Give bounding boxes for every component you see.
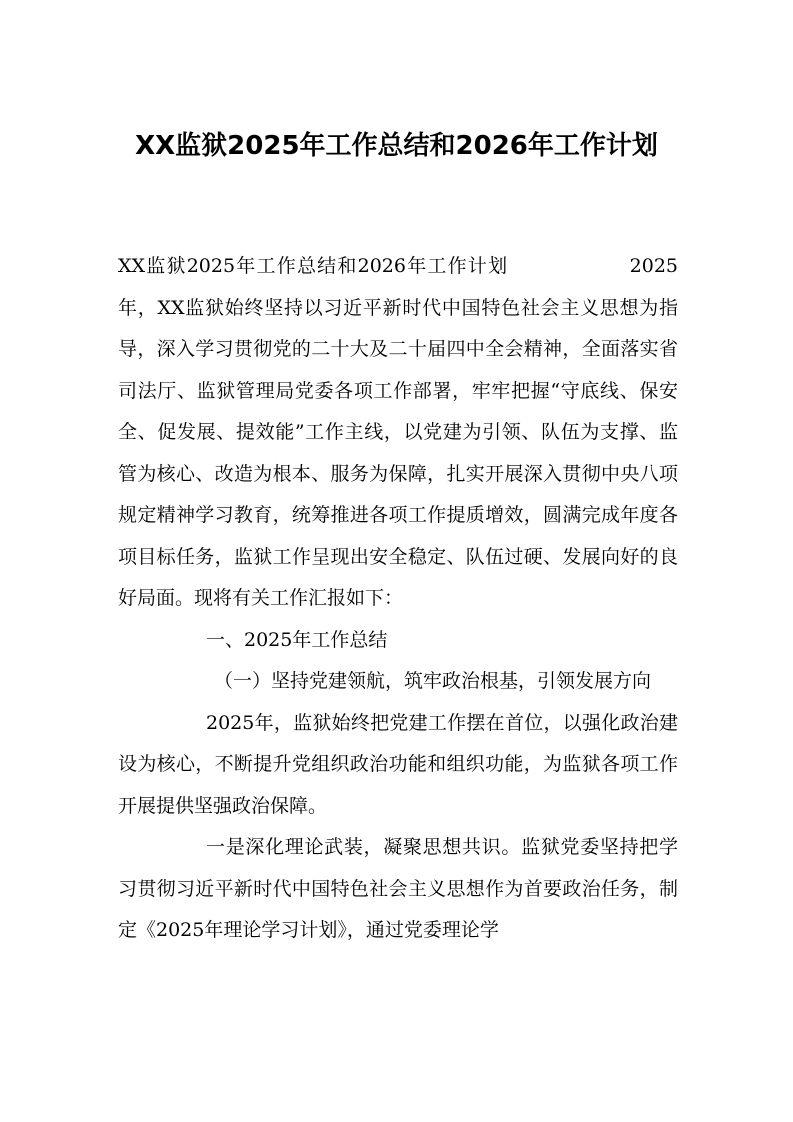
body-paragraph: 2025年，监狱始终把党建工作摆在首位，以强化政治建设为核心，不断提升党组织政治功能和组织功能，为监狱各项工作开展提供坚强政治保障。: [118, 711, 678, 817]
intro-paragraph: XX监狱2025年工作总结和2026年工作计划 2025年，XX监狱始终坚持以习近平新时代中国特色社会主义思想为指导，深入学习贯彻党的二十大及二十届四中全会精神，全面落实省司法厅、监狱管理局党委各项工作部署，牢牢把握“守底线、保安全、促发展、提效能”工作主线，以党建为引领、队伍为支撑、监管为核心、改造为根本、服务为保障，扎实开展深入贯彻中央八项规定精神学习教育，统筹推进各项工作提质增效，圆满完成年度各项目标任务，监狱工作呈现出安全稳定、队伍过硬、发展向好的良好局面。现将有关工作汇报如下：: [118, 255, 678, 609]
body-paragraph: 一是深化理论武装，凝聚思想共识。监狱党委坚持把学习贯彻习近平新时代中国特色社会主义思想作为首要政治任务，制定《2025年理论学习计划》，通过党委理论学: [118, 836, 678, 941]
subsection-heading: （一）坚持党建领航，筑牢政治根基，引领发展方向: [214, 670, 652, 692]
document-body: [118, 246, 678, 952]
section-heading: 一、2025年工作总结: [206, 628, 388, 651]
document-title: XX监狱2025年工作总结和2026年工作计划: [135, 131, 658, 161]
